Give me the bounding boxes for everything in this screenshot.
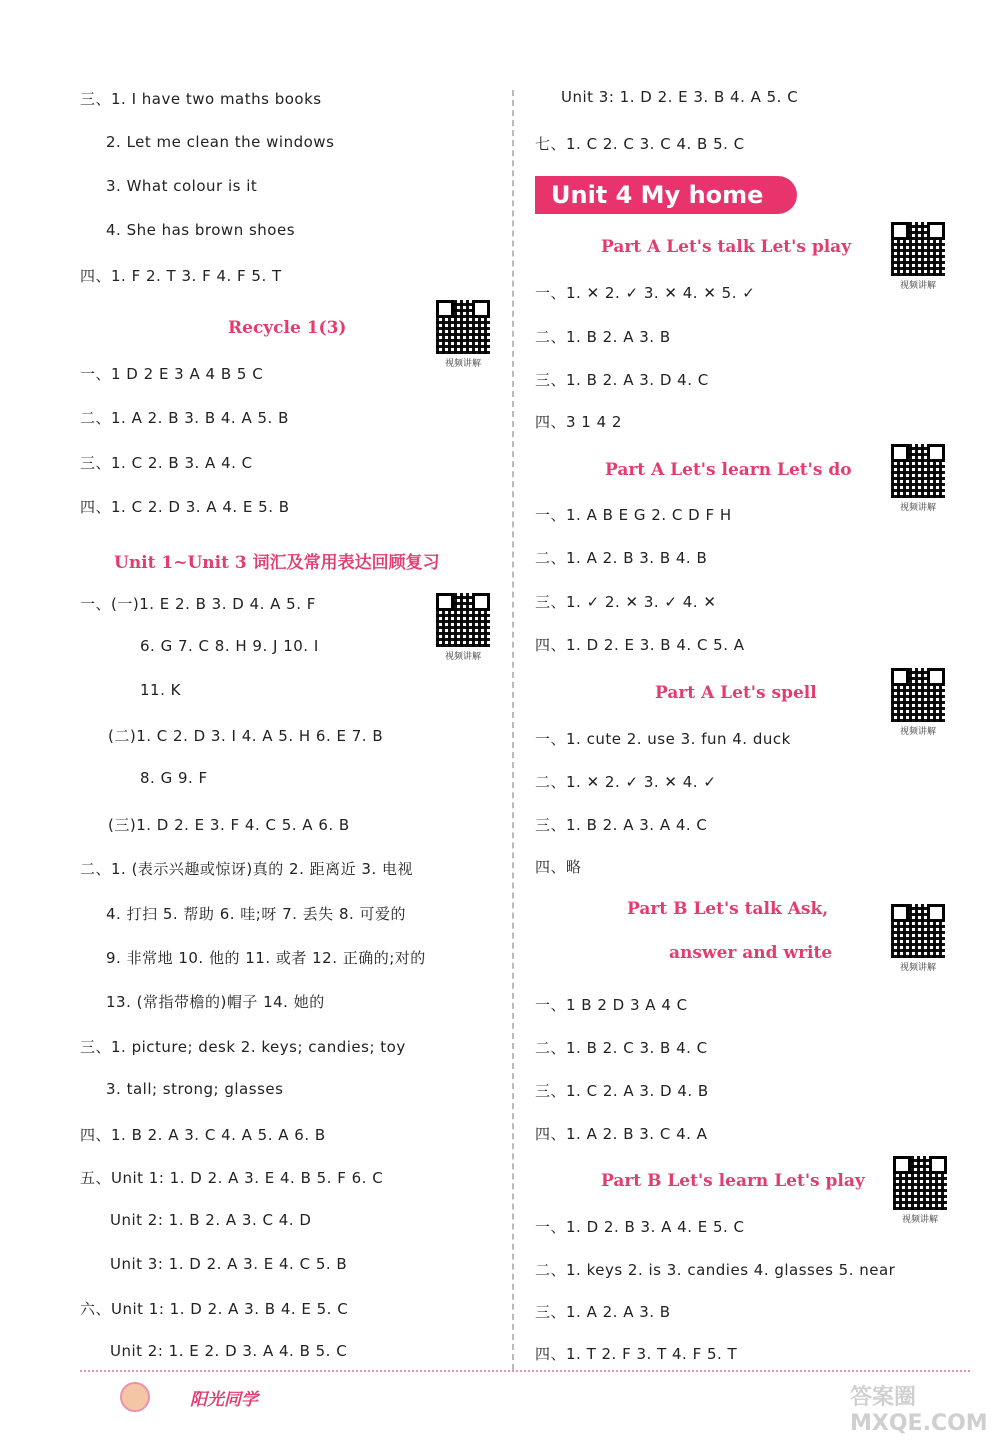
section-heading: Part B Let's learn Let's play [601, 1171, 865, 1191]
answer-line: 一、1. D 2. B 3. A 4. E 5. C [535, 1218, 745, 1236]
answer-line: 一、1. A B E G 2. C D F H [535, 506, 732, 524]
qr-caption: 视频讲解 [899, 281, 936, 291]
qr-code-icon [893, 1156, 947, 1210]
answer-line: 四、1. F 2. T 3. F 4. F 5. T [80, 267, 282, 285]
qr-caption: 视频讲解 [901, 1215, 938, 1225]
answer-line: 13. (常指带檐的)帽子 14. 她的 [106, 993, 325, 1011]
qr-code-icon [436, 300, 490, 354]
section-heading: Part A Let's learn Let's do [605, 460, 852, 480]
answer-line: 四、1. A 2. B 3. C 4. A [535, 1125, 708, 1143]
answer-line: 二、1. B 2. A 3. B [535, 328, 671, 346]
qr-code[interactable] [436, 593, 490, 662]
qr-code[interactable] [891, 668, 945, 737]
qr-caption: 视频讲解 [444, 652, 481, 662]
answer-line: (三)1. D 2. E 3. F 4. C 5. A 6. B [108, 816, 350, 834]
unit-banner: Unit 4 My home [535, 176, 797, 214]
qr-caption: 视频讲解 [899, 727, 936, 737]
answer-line: 四、1. B 2. A 3. C 4. A 5. A 6. B [80, 1126, 326, 1144]
qr-code-icon [891, 668, 945, 722]
answer-line: 四、1. D 2. E 3. B 4. C 5. A [535, 636, 745, 654]
answer-line: 11. K [140, 681, 181, 699]
answer-line: 七、1. C 2. C 3. C 4. B 5. C [535, 135, 745, 153]
footer-rule [80, 1370, 970, 1372]
answer-line: 一、1. ✕ 2. ✓ 3. ✕ 4. ✕ 5. ✓ [535, 284, 756, 302]
answer-line: 四、3 1 4 2 [535, 413, 622, 431]
answer-line: Unit 3: 1. D 2. A 3. E 4. C 5. B [110, 1255, 348, 1273]
answer-line: 2. Let me clean the windows [106, 133, 335, 151]
qr-code[interactable] [891, 222, 945, 291]
qr-code[interactable] [893, 1156, 947, 1225]
answer-line: 二、1. A 2. B 3. B 4. A 5. B [80, 409, 289, 427]
answer-line: 三、1. B 2. A 3. D 4. C [535, 371, 709, 389]
answer-line: 三、1. C 2. A 3. D 4. B [535, 1082, 709, 1100]
section-heading: Part B Let's talk Ask, [627, 899, 829, 919]
answer-line: 六、Unit 1: 1. D 2. A 3. B 4. E 5. C [80, 1300, 349, 1318]
answer-line: 9. 非常地 10. 他的 11. 或者 12. 正确的;对的 [106, 949, 426, 967]
qr-caption: 视频讲解 [444, 359, 481, 369]
answer-line: 四、1. T 2. F 3. T 4. F 5. T [535, 1345, 738, 1363]
qr-code-icon [891, 222, 945, 276]
answer-line: 五、Unit 1: 1. D 2. A 3. E 4. B 5. F 6. C [80, 1169, 384, 1187]
answer-line: 二、1. keys 2. is 3. candies 4. glasses 5. near [535, 1261, 896, 1279]
answer-line: 三、1. A 2. A 3. B [535, 1303, 671, 1321]
answer-line: 一、1 D 2 E 3 A 4 B 5 C [80, 365, 264, 383]
qr-code-icon [891, 904, 945, 958]
brand-logo: 阳光同学 [190, 1390, 258, 1410]
column-divider [512, 90, 514, 1370]
watermark: 答案圈 MXQE.COM [850, 1385, 988, 1436]
answer-line: 一、1. cute 2. use 3. fun 4. duck [535, 730, 791, 748]
qr-code[interactable] [436, 300, 490, 369]
section-heading: answer and write [669, 943, 833, 963]
answer-line: 三、1. ✓ 2. ✕ 3. ✓ 4. ✕ [535, 593, 717, 611]
section-heading: Part A Let's talk Let's play [601, 237, 852, 257]
qr-caption: 视频讲解 [899, 503, 936, 513]
answer-line: 4. She has brown shoes [106, 221, 296, 239]
section-heading: Recycle 1(3) [228, 318, 347, 338]
qr-code-icon [891, 444, 945, 498]
answer-line: 二、1. (表示兴趣或惊讶)真的 2. 距离近 3. 电视 [80, 860, 413, 878]
answer-line: 一、(一)1. E 2. B 3. D 4. A 5. F [80, 595, 316, 613]
answer-line: (二)1. C 2. D 3. I 4. A 5. H 6. E 7. B [108, 727, 384, 745]
answer-line: Unit 2: 1. E 2. D 3. A 4. B 5. C [110, 1342, 348, 1360]
answer-line: 二、1. B 2. C 3. B 4. C [535, 1039, 708, 1057]
answer-line: 8. G 9. F [140, 769, 208, 787]
answer-line: 三、1. I have two maths books [80, 90, 322, 108]
answer-line: 4. 打扫 5. 帮助 6. 哇;呀 7. 丢失 8. 可爱的 [106, 905, 407, 923]
qr-caption: 视频讲解 [899, 963, 936, 973]
qr-code[interactable] [891, 904, 945, 973]
answer-line: 二、1. A 2. B 3. B 4. B [535, 549, 708, 567]
answer-line: Unit 2: 1. B 2. A 3. C 4. D [110, 1211, 312, 1229]
answer-line: 3. What colour is it [106, 177, 258, 195]
answer-line: 6. G 7. C 8. H 9. J 10. I [140, 637, 319, 655]
section-heading: Part A Let's spell [655, 683, 817, 703]
answer-line: 3. tall; strong; glasses [106, 1080, 284, 1098]
qr-code[interactable] [891, 444, 945, 513]
answer-line: 四、1. C 2. D 3. A 4. E 5. B [80, 498, 290, 516]
answer-line: 三、1. B 2. A 3. A 4. C [535, 816, 708, 834]
qr-code-icon [436, 593, 490, 647]
section-heading: Unit 1~Unit 3 词汇及常用表达回顾复习 [114, 553, 440, 573]
answer-line: 一、1 B 2 D 3 A 4 C [535, 996, 688, 1014]
answer-line: 四、略 [535, 858, 582, 876]
answer-line: 三、1. picture; desk 2. keys; candies; toy [80, 1038, 406, 1056]
answer-line: Unit 3: 1. D 2. E 3. B 4. A 5. C [561, 88, 799, 106]
answer-line: 二、1. ✕ 2. ✓ 3. ✕ 4. ✓ [535, 773, 717, 791]
answer-line: 三、1. C 2. B 3. A 4. C [80, 454, 253, 472]
sun-mascot-icon [120, 1382, 150, 1412]
